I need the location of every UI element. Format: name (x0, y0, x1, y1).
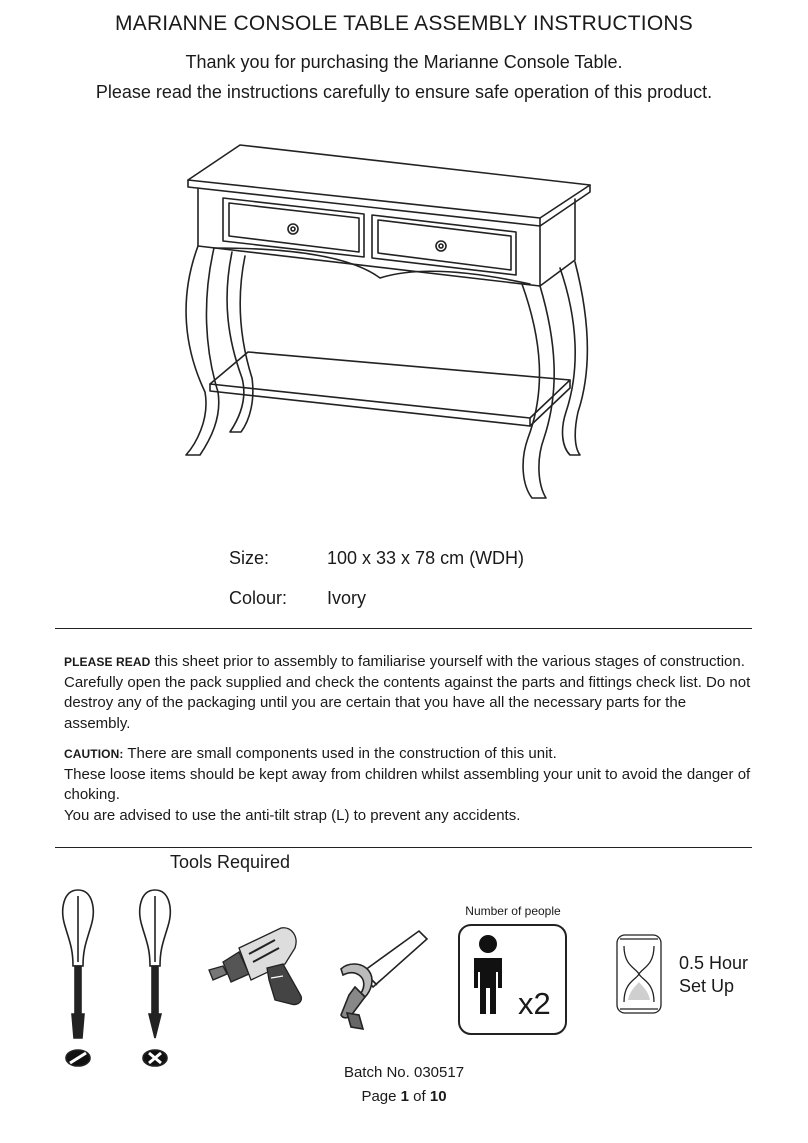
page-of: of (409, 1088, 430, 1105)
page-title: MARIANNE CONSOLE TABLE ASSEMBLY INSTRUCTIONS (115, 12, 693, 35)
hammer-icon (325, 927, 435, 1037)
please-read-text: this sheet prior to assembly to familiarise yourself with the various stages of construction. Carefully open the pack supplied and check the contents against the parts and fittings check list. Do not destroy any of the packaging until you are certain that you have all the necessary parts for the assembly. (64, 653, 751, 732)
caution-paragraph (64, 744, 754, 826)
divider-bottom (55, 847, 752, 848)
phillips-screwdriver-icon (132, 888, 192, 1068)
people-count: x2 (518, 986, 551, 1021)
intro-read-instructions: Please read the instructions carefully to ensure safe operation of this product. (95, 82, 713, 102)
please-read-paragraph (64, 652, 754, 734)
page-total: 10 (429, 1088, 447, 1105)
leg-back-right (560, 262, 587, 455)
colour-value: Ivory (327, 588, 367, 608)
caution-line-1: There are small components used in the construction of this unit. (123, 745, 557, 762)
table-top (188, 145, 590, 218)
leg-back-left (227, 252, 253, 432)
leg-front-left (186, 246, 219, 455)
drawer-right (372, 215, 516, 275)
flathead-screwdriver-icon (55, 888, 115, 1068)
setup-time-hours: 0.5 Hour (679, 953, 749, 973)
size-label: Size: (229, 548, 270, 568)
page-prefix: Page (361, 1088, 401, 1105)
caution-lead: CAUTION: (64, 747, 124, 761)
tools-heading: Tools Required (170, 852, 291, 872)
caution-line-2: These loose items should be kept away from children whilst assembling your unit to avoid the danger of choking. (64, 765, 751, 803)
divider-top (55, 628, 752, 629)
colour-label: Colour: (229, 588, 288, 608)
page-indicator (0, 1088, 808, 1105)
people-icon (458, 924, 568, 1036)
people-label: Number of people (465, 904, 561, 918)
hourglass-icon (614, 932, 664, 1016)
caution-line-3: You are advised to use the anti-tilt strap (L) to prevent any accidents. (64, 806, 521, 824)
leg-front-right (522, 284, 554, 498)
lower-shelf (210, 352, 570, 418)
setup-time-label: Set Up (679, 976, 735, 996)
setup-time (679, 952, 779, 998)
drill-icon (205, 922, 315, 1012)
batch-number: Batch No. 030517 (343, 1064, 465, 1081)
size-value: 100 x 33 x 78 cm (WDH) (327, 548, 525, 568)
please-read-lead: PLEASE READ (64, 655, 151, 669)
intro-thanks: Thank you for purchasing the Marianne Console Table. (185, 52, 623, 72)
page-current: 1 (400, 1088, 409, 1105)
